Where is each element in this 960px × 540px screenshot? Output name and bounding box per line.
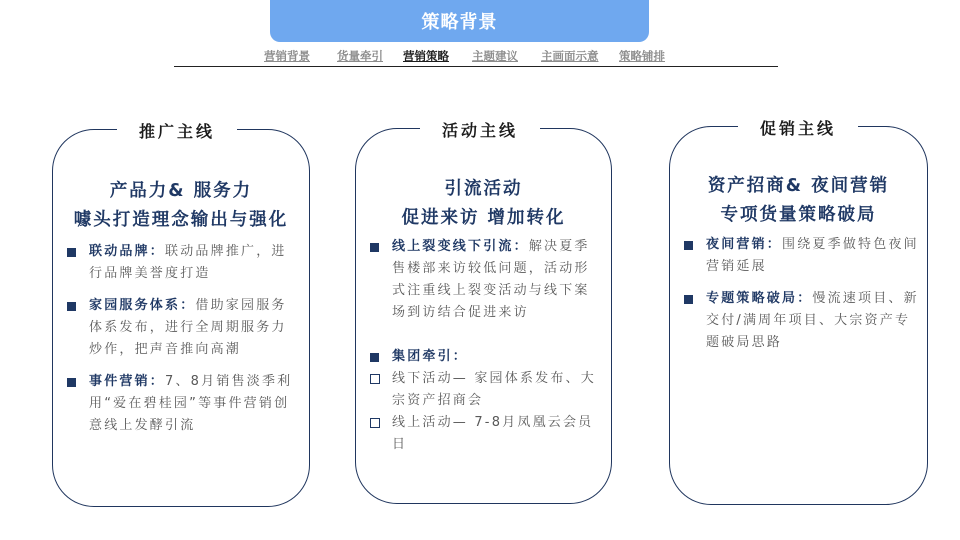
hollow-square-bullet-icon bbox=[370, 374, 380, 384]
list-item bbox=[684, 288, 920, 354]
header-tab bbox=[270, 0, 649, 42]
hollow-square-bullet-icon bbox=[370, 418, 380, 428]
item-label: 联动品牌： bbox=[89, 244, 166, 259]
item-text: 借助家园服务体系发布，进行全周期服务力炒作，把声音推向高潮 bbox=[89, 298, 287, 357]
nav-tab-marketing-strategy[interactable]: 营销策略 bbox=[403, 49, 449, 63]
nav-tab-strategy-schedule[interactable]: 策略铺排 bbox=[619, 49, 665, 63]
page-title: 策略背景 bbox=[421, 12, 498, 33]
item-text: 解决夏季售楼部来访较低问题，活动形式注重线上裂变活动与线下案场到访结合促进来访 bbox=[392, 239, 590, 320]
nav-tab-key-visual[interactable]: 主画面示意 bbox=[541, 49, 599, 63]
card-heading-line-1: 引流活动 bbox=[444, 179, 523, 199]
card-heading-line-2: 噱头打造理念输出与强化 bbox=[73, 210, 289, 230]
item-text: 围绕夏季做特色夜间营销延展 bbox=[706, 237, 919, 274]
square-bullet-icon bbox=[684, 295, 693, 304]
sales-promotion-card bbox=[669, 119, 928, 505]
sub-list-item bbox=[370, 368, 602, 412]
nav-tab-inventory-traction[interactable]: 货量牵引 bbox=[337, 49, 383, 63]
item-label: 集团牵引： bbox=[392, 349, 469, 364]
nav-tab-theme-suggestion[interactable]: 主题建议 bbox=[472, 49, 518, 63]
card-heading-line-2: 促进来访 增加转化 bbox=[401, 208, 566, 228]
item-label: 家园服务体系： bbox=[89, 298, 196, 313]
square-bullet-icon bbox=[67, 378, 76, 387]
item-label: 线上裂变线下引流： bbox=[392, 239, 529, 254]
list-item bbox=[370, 236, 602, 324]
square-bullet-icon bbox=[370, 243, 379, 252]
item-label: 专题策略破局： bbox=[706, 291, 813, 306]
square-bullet-icon bbox=[370, 353, 379, 362]
item-label: 事件营销： bbox=[89, 374, 166, 389]
square-bullet-icon bbox=[684, 241, 693, 250]
list-item bbox=[67, 371, 299, 437]
card-heading-line-1: 资产招商& 夜间营销 bbox=[707, 176, 890, 196]
card-title: 推广主线 bbox=[117, 119, 237, 142]
square-bullet-icon bbox=[67, 302, 76, 311]
item-text: 线上活动— 7-8月凤凰云会员日 bbox=[392, 415, 594, 452]
item-label: 夜间营销： bbox=[706, 237, 783, 252]
card-heading-line-2: 专项货量策略破局 bbox=[720, 205, 877, 225]
card-title: 活动主线 bbox=[420, 118, 540, 141]
list-item bbox=[67, 241, 299, 285]
item-text: 慢流速项目、新交付/满周年项目、大宗资产专题破局思路 bbox=[706, 291, 919, 350]
list-item bbox=[370, 346, 602, 368]
promotion-card bbox=[52, 122, 310, 507]
item-text: 线下活动— 家园体系发布、大宗资产招商会 bbox=[392, 371, 596, 408]
card-title: 促销主线 bbox=[738, 116, 858, 139]
list-item bbox=[684, 234, 920, 278]
item-text: 7、8月销售淡季利用“爱在碧桂园”等事件营销创意线上发酵引流 bbox=[89, 374, 293, 433]
activity-card bbox=[355, 121, 612, 504]
sub-list-item bbox=[370, 412, 602, 456]
item-text: 联动品牌推广，进行品牌美誉度打造 bbox=[89, 244, 287, 281]
section-nav bbox=[174, 47, 778, 67]
list-item bbox=[67, 295, 299, 361]
card-heading-line-1: 产品力& 服务力 bbox=[109, 181, 253, 201]
nav-tab-marketing-background[interactable]: 营销背景 bbox=[264, 49, 310, 63]
square-bullet-icon bbox=[67, 248, 76, 257]
